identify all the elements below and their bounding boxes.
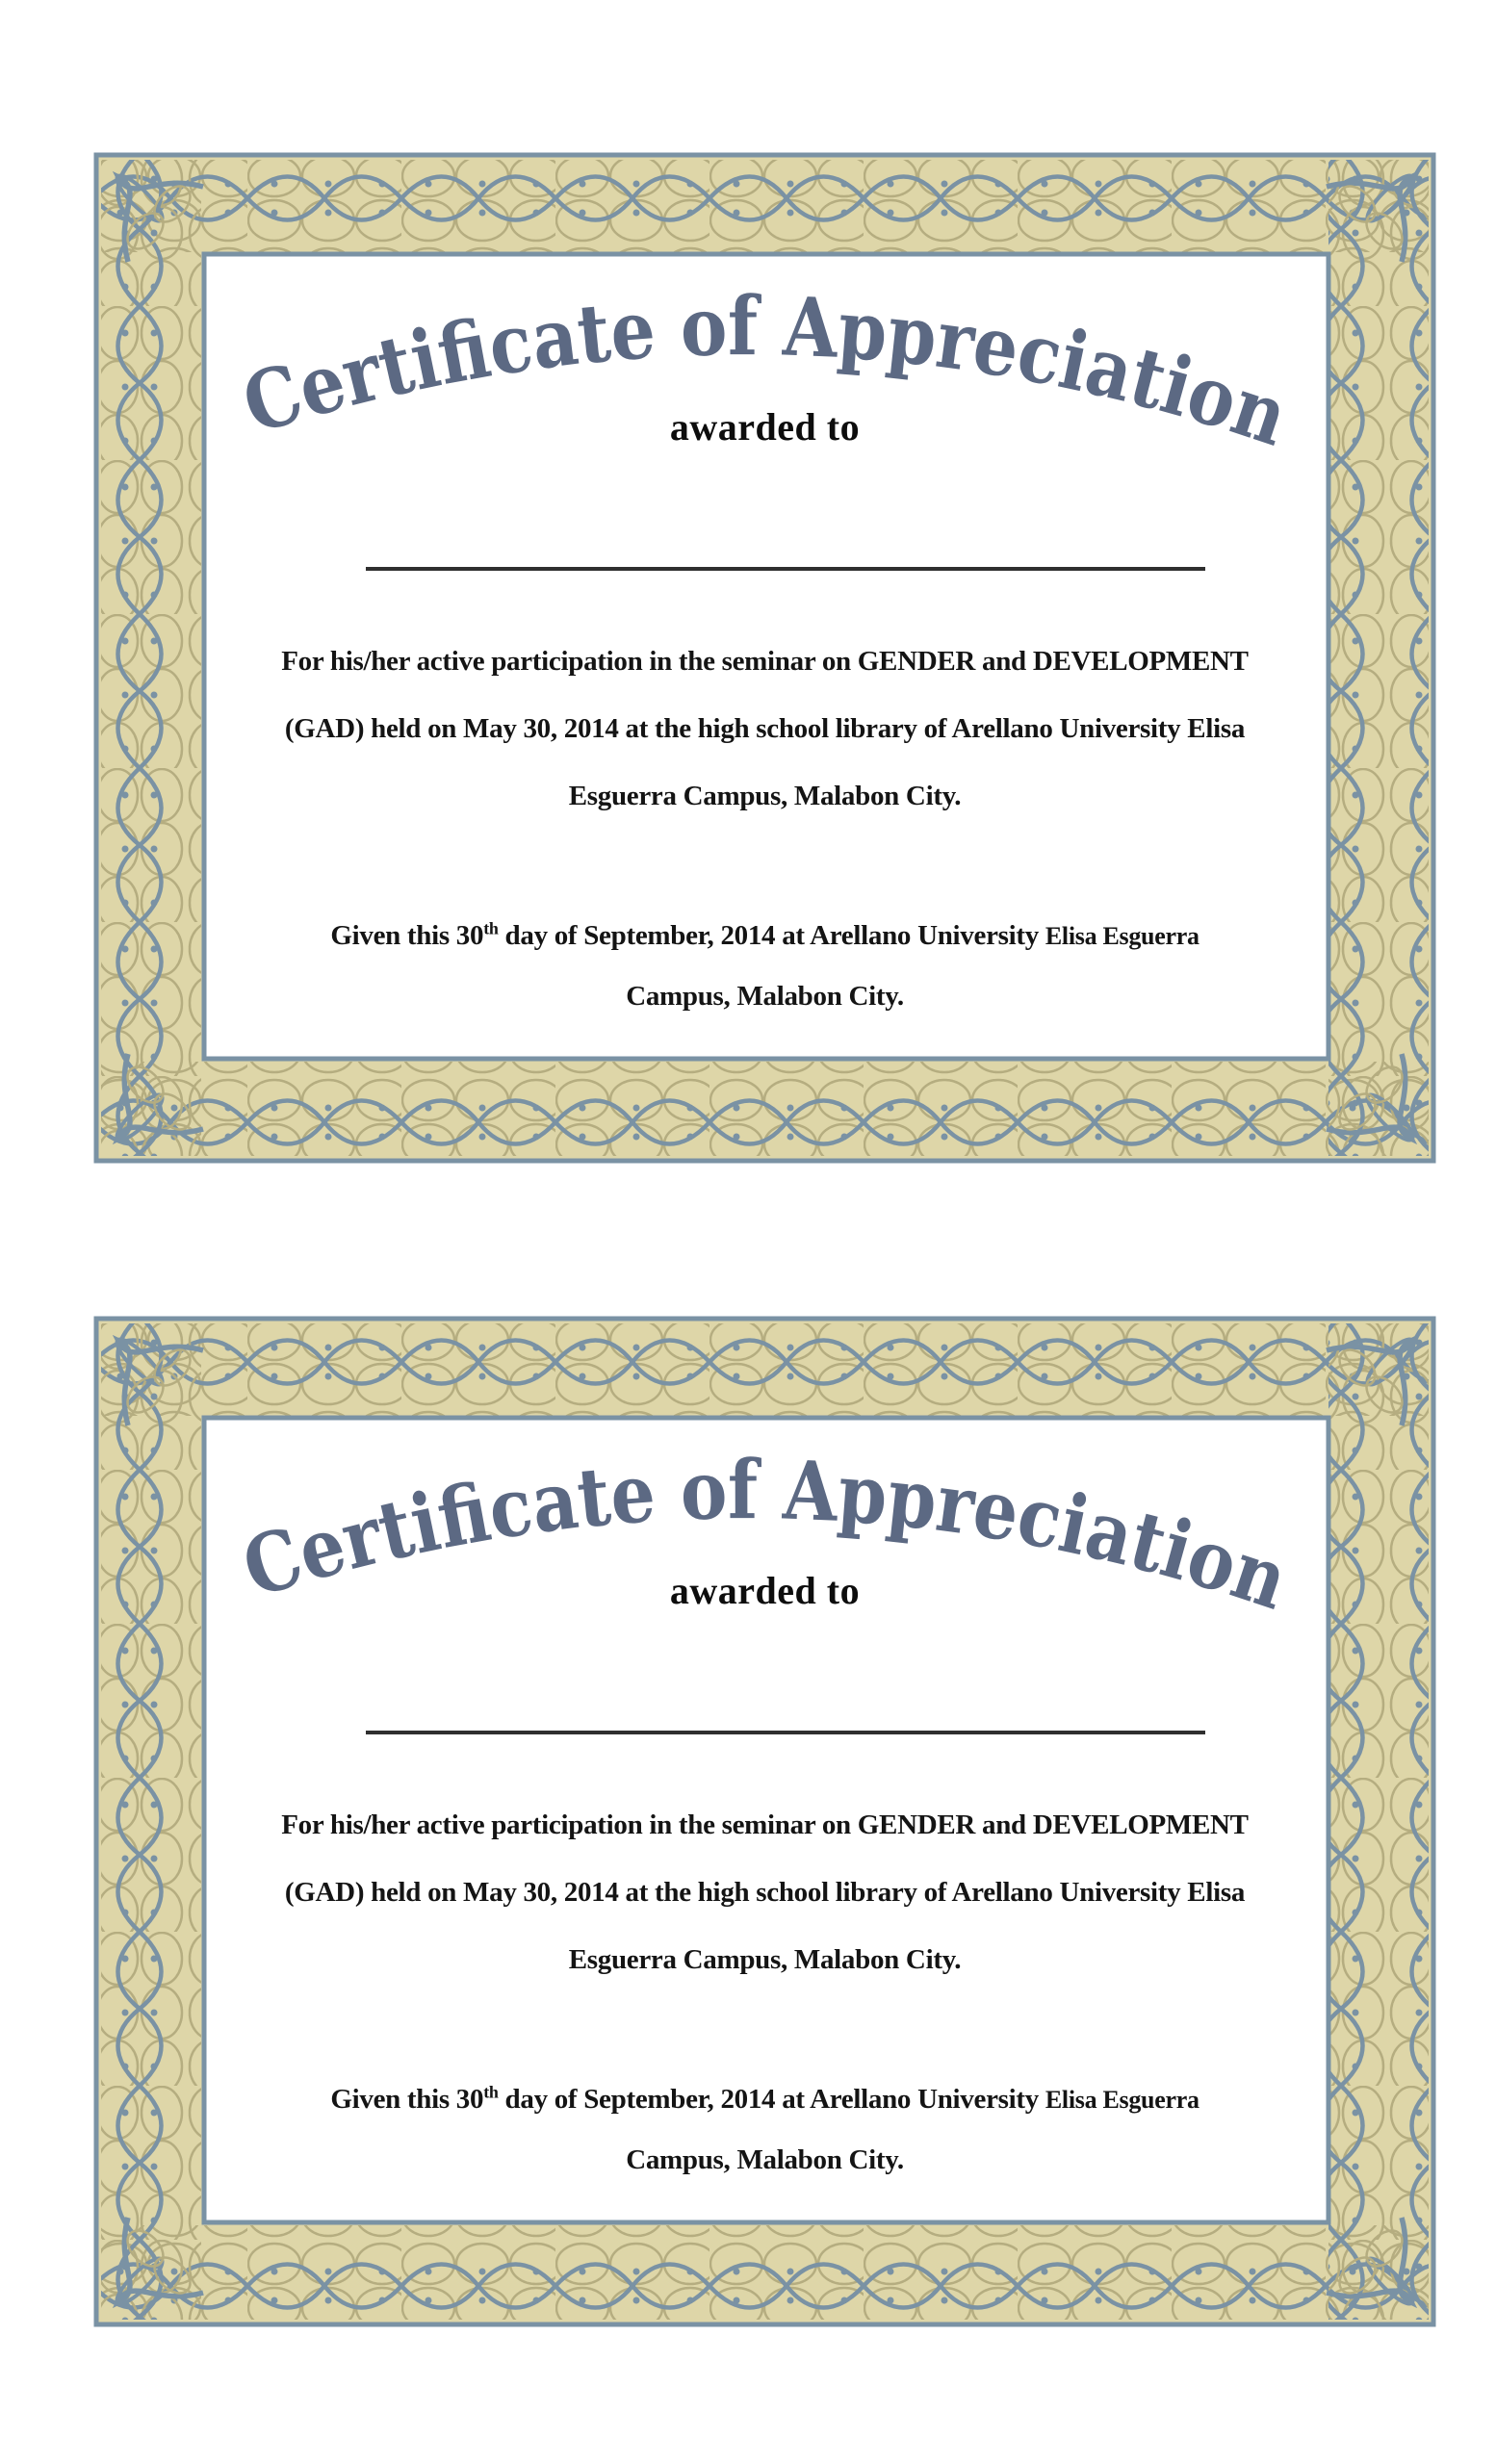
certificate-1 [93,152,1436,1164]
body-line: (GAD) held on May 30, 2014 at the high school library of Arellano University Elisa [284,1877,1246,1908]
ordinal-superscript: th [483,2082,499,2102]
given-line-2: Campus, Malabon City. [626,2144,904,2175]
campus-name-part: Elisa Esguerra [1045,922,1199,950]
body-text [132,628,1398,830]
certificate-2 [93,1316,1436,2327]
body-line: Esguerra Campus, Malabon City. [568,781,962,811]
given-text [132,2069,1398,2190]
certificate-title-arc [228,191,1307,508]
ordinal-superscript: th [483,918,499,938]
body-line: Esguerra Campus, Malabon City. [568,1944,962,1975]
given-line-1: Given this 30th day of September, 2014 at Arellano University Elisa Esguerra [330,2082,1199,2115]
given-line-1: Given this 30th day of September, 2014 at Arellano University Elisa Esguerra [330,918,1199,951]
awarded-to-label: awarded to [669,405,861,449]
body-line: For his/her active participation in the seminar on GENDER and DEVELOPMENT [281,1810,1249,1840]
campus-name-part: Elisa Esguerra [1045,2086,1199,2114]
body-text [132,1791,1398,1993]
certificate-content [93,1316,1436,2327]
certificate-content [93,152,1436,1164]
given-text [132,906,1398,1026]
recipient-name-line [366,567,1205,571]
awarded-to-label: awarded to [669,1569,861,1612]
body-line: For his/her active participation in the seminar on GENDER and DEVELOPMENT [281,646,1249,677]
certificate-title: Certificate of Appreciation [232,277,1307,468]
certificate-title-arc [228,1354,1307,1672]
certificate-title: Certificate of Appreciation [232,1441,1307,1631]
given-line-2: Campus, Malabon City. [626,981,904,1012]
recipient-name-line [366,1731,1205,1734]
body-line: (GAD) held on May 30, 2014 at the high school library of Arellano University Elisa [284,713,1246,744]
